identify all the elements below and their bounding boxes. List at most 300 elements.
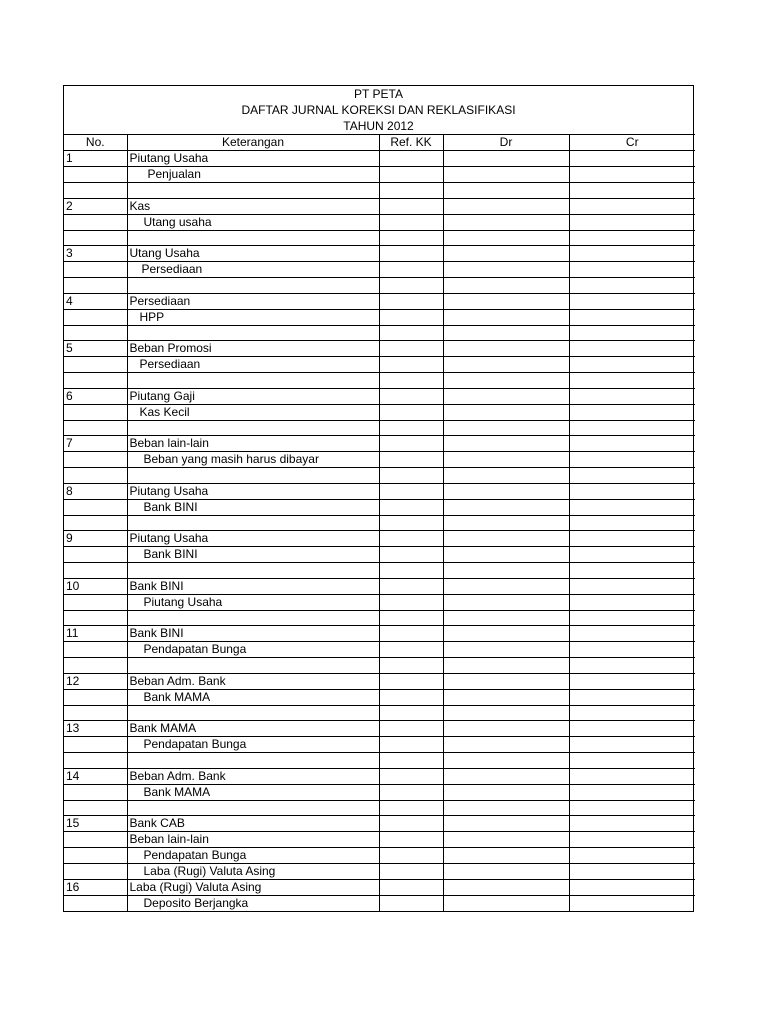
entry-number-cell: 2 xyxy=(64,198,127,214)
debit-cell xyxy=(443,183,569,199)
account-description-cell xyxy=(127,563,379,579)
ref-kk-cell xyxy=(379,198,443,214)
debit-cell xyxy=(443,610,569,626)
ref-kk-cell xyxy=(379,864,443,880)
table-header-row xyxy=(64,135,695,151)
debit-cell xyxy=(443,151,569,167)
credit-cell xyxy=(569,341,695,357)
table-row xyxy=(64,404,695,420)
ref-kk-cell xyxy=(379,737,443,753)
ref-kk-cell xyxy=(379,341,443,357)
credit-cell xyxy=(569,499,695,515)
entry-number-cell xyxy=(64,705,127,721)
ref-kk-cell xyxy=(379,816,443,832)
ref-kk-cell xyxy=(379,594,443,610)
account-description-cell: Bank CAB xyxy=(127,816,379,832)
table-row xyxy=(64,753,695,769)
table-row xyxy=(64,293,695,309)
ref-kk-cell xyxy=(379,768,443,784)
credit-cell xyxy=(569,183,695,199)
entry-number-cell: 16 xyxy=(64,880,127,896)
debit-cell xyxy=(443,594,569,610)
account-description-cell: Piutang Usaha xyxy=(127,594,379,610)
entry-number-cell xyxy=(64,594,127,610)
account-description-cell: Bank BINI xyxy=(127,626,379,642)
entry-number-cell: 12 xyxy=(64,673,127,689)
table-row xyxy=(64,563,695,579)
credit-cell xyxy=(569,880,695,896)
debit-cell xyxy=(443,499,569,515)
ref-kk-cell xyxy=(379,404,443,420)
ref-kk-cell xyxy=(379,309,443,325)
table-row xyxy=(64,262,695,278)
column-header-keterangan: Keterangan xyxy=(127,135,379,151)
entry-number-cell: 4 xyxy=(64,293,127,309)
ref-kk-cell xyxy=(379,658,443,674)
entry-number-cell xyxy=(64,468,127,484)
debit-cell xyxy=(443,768,569,784)
credit-cell xyxy=(569,832,695,848)
ref-kk-cell xyxy=(379,832,443,848)
account-description-cell: HPP xyxy=(127,309,379,325)
table-row xyxy=(64,880,695,896)
entry-number-cell xyxy=(64,753,127,769)
account-description-cell: Bank MAMA xyxy=(127,689,379,705)
credit-cell xyxy=(569,721,695,737)
credit-cell xyxy=(569,896,695,912)
ref-kk-cell xyxy=(379,753,443,769)
table-row xyxy=(64,214,695,230)
debit-cell xyxy=(443,880,569,896)
credit-cell xyxy=(569,198,695,214)
entry-number-cell xyxy=(64,420,127,436)
entry-number-cell xyxy=(64,278,127,294)
entry-number-cell xyxy=(64,357,127,373)
table-row xyxy=(64,230,695,246)
credit-cell xyxy=(569,864,695,880)
account-description-cell: Beban Adm. Bank xyxy=(127,768,379,784)
debit-cell xyxy=(443,563,569,579)
table-row xyxy=(64,151,695,167)
debit-cell xyxy=(443,642,569,658)
credit-cell xyxy=(569,800,695,816)
debit-cell xyxy=(443,816,569,832)
table-row xyxy=(64,183,695,199)
table-row xyxy=(64,388,695,404)
account-description-cell xyxy=(127,230,379,246)
ref-kk-cell xyxy=(379,896,443,912)
debit-cell xyxy=(443,404,569,420)
credit-cell xyxy=(569,563,695,579)
entry-number-cell xyxy=(64,864,127,880)
ref-kk-cell xyxy=(379,436,443,452)
company-name: PT PETA xyxy=(354,87,403,101)
account-description-cell: Bank MAMA xyxy=(127,721,379,737)
account-description-cell: Kas xyxy=(127,198,379,214)
debit-cell xyxy=(443,420,569,436)
account-description-cell xyxy=(127,658,379,674)
entry-number-cell xyxy=(64,832,127,848)
column-header-dr: Dr xyxy=(443,135,569,151)
entry-number-cell xyxy=(64,737,127,753)
debit-cell xyxy=(443,753,569,769)
table-row xyxy=(64,499,695,515)
entry-number-cell: 7 xyxy=(64,436,127,452)
credit-cell xyxy=(569,737,695,753)
table-row xyxy=(64,246,695,262)
credit-cell xyxy=(569,689,695,705)
debit-cell xyxy=(443,452,569,468)
entry-number-cell xyxy=(64,262,127,278)
debit-cell xyxy=(443,673,569,689)
table-row xyxy=(64,578,695,594)
credit-cell xyxy=(569,452,695,468)
debit-cell xyxy=(443,357,569,373)
debit-cell xyxy=(443,705,569,721)
table-row xyxy=(64,452,695,468)
account-description-cell: Penjualan xyxy=(127,167,379,183)
table-row xyxy=(64,896,695,912)
account-description-cell xyxy=(127,325,379,341)
account-description-cell xyxy=(127,515,379,531)
credit-cell xyxy=(569,578,695,594)
entry-number-cell: 11 xyxy=(64,626,127,642)
table-row xyxy=(64,784,695,800)
debit-cell xyxy=(443,198,569,214)
entry-number-cell xyxy=(64,800,127,816)
table-row xyxy=(64,167,695,183)
table-row xyxy=(64,278,695,294)
table-row xyxy=(64,673,695,689)
credit-cell xyxy=(569,278,695,294)
account-description-cell xyxy=(127,420,379,436)
account-description-cell: Pendapatan Bunga xyxy=(127,642,379,658)
ref-kk-cell xyxy=(379,515,443,531)
table-row xyxy=(64,198,695,214)
credit-cell xyxy=(569,167,695,183)
ref-kk-cell xyxy=(379,563,443,579)
table-row xyxy=(64,848,695,864)
credit-cell xyxy=(569,309,695,325)
debit-cell xyxy=(443,167,569,183)
ref-kk-cell xyxy=(379,673,443,689)
entry-number-cell xyxy=(64,547,127,563)
table-row xyxy=(64,768,695,784)
journal-sheet xyxy=(63,85,694,912)
account-description-cell: Laba (Rugi) Valuta Asing xyxy=(127,864,379,880)
account-description-cell: Beban Adm. Bank xyxy=(127,673,379,689)
debit-cell xyxy=(443,388,569,404)
document-title: DAFTAR JURNAL KOREKSI DAN REKLASIFIKASI xyxy=(241,103,516,117)
ref-kk-cell xyxy=(379,278,443,294)
debit-cell xyxy=(443,800,569,816)
ref-kk-cell xyxy=(379,626,443,642)
credit-cell xyxy=(569,357,695,373)
entry-number-cell xyxy=(64,214,127,230)
ref-kk-cell xyxy=(379,167,443,183)
account-description-cell: Piutang Gaji xyxy=(127,388,379,404)
debit-cell xyxy=(443,547,569,563)
credit-cell xyxy=(569,848,695,864)
debit-cell xyxy=(443,848,569,864)
credit-cell xyxy=(569,151,695,167)
credit-cell xyxy=(569,768,695,784)
account-description-cell: Pendapatan Bunga xyxy=(127,737,379,753)
credit-cell xyxy=(569,610,695,626)
journal-table xyxy=(64,134,695,911)
account-description-cell xyxy=(127,183,379,199)
ref-kk-cell xyxy=(379,499,443,515)
entry-number-cell: 1 xyxy=(64,151,127,167)
account-description-cell xyxy=(127,278,379,294)
ref-kk-cell xyxy=(379,214,443,230)
debit-cell xyxy=(443,531,569,547)
debit-cell xyxy=(443,278,569,294)
debit-cell xyxy=(443,896,569,912)
account-description-cell: Piutang Usaha xyxy=(127,151,379,167)
ref-kk-cell xyxy=(379,452,443,468)
ref-kk-cell xyxy=(379,357,443,373)
entry-number-cell xyxy=(64,689,127,705)
ref-kk-cell xyxy=(379,325,443,341)
account-description-cell: Bank BINI xyxy=(127,547,379,563)
account-description-cell: Piutang Usaha xyxy=(127,531,379,547)
account-description-cell: Beban yang masih harus dibayar xyxy=(127,452,379,468)
credit-cell xyxy=(569,404,695,420)
table-row xyxy=(64,610,695,626)
table-row xyxy=(64,309,695,325)
ref-kk-cell xyxy=(379,293,443,309)
account-description-cell xyxy=(127,800,379,816)
credit-cell xyxy=(569,230,695,246)
ref-kk-cell xyxy=(379,880,443,896)
debit-cell xyxy=(443,515,569,531)
ref-kk-cell xyxy=(379,800,443,816)
ref-kk-cell xyxy=(379,230,443,246)
debit-cell xyxy=(443,309,569,325)
debit-cell xyxy=(443,658,569,674)
entry-number-cell xyxy=(64,563,127,579)
ref-kk-cell xyxy=(379,388,443,404)
ref-kk-cell xyxy=(379,721,443,737)
entry-number-cell: 9 xyxy=(64,531,127,547)
account-description-cell: Bank BINI xyxy=(127,578,379,594)
table-row xyxy=(64,436,695,452)
table-row xyxy=(64,737,695,753)
debit-cell xyxy=(443,626,569,642)
journal-rows xyxy=(64,151,695,912)
ref-kk-cell xyxy=(379,373,443,389)
ref-kk-cell xyxy=(379,848,443,864)
ref-kk-cell xyxy=(379,610,443,626)
table-row xyxy=(64,515,695,531)
debit-cell xyxy=(443,483,569,499)
account-description-cell: Beban lain-lain xyxy=(127,436,379,452)
ref-kk-cell xyxy=(379,531,443,547)
entry-number-cell xyxy=(64,167,127,183)
table-row xyxy=(64,658,695,674)
ref-kk-cell xyxy=(379,705,443,721)
entry-number-cell xyxy=(64,452,127,468)
account-description-cell xyxy=(127,468,379,484)
account-description-cell: Kas Kecil xyxy=(127,404,379,420)
table-row xyxy=(64,483,695,499)
account-description-cell: Deposito Berjangka xyxy=(127,896,379,912)
table-row xyxy=(64,594,695,610)
ref-kk-cell xyxy=(379,246,443,262)
entry-number-cell: 13 xyxy=(64,721,127,737)
credit-cell xyxy=(569,531,695,547)
entry-number-cell xyxy=(64,499,127,515)
entry-number-cell xyxy=(64,642,127,658)
account-description-cell xyxy=(127,753,379,769)
debit-cell xyxy=(443,864,569,880)
credit-cell xyxy=(569,753,695,769)
account-description-cell: Bank BINI xyxy=(127,499,379,515)
entry-number-cell xyxy=(64,658,127,674)
credit-cell xyxy=(569,626,695,642)
debit-cell xyxy=(443,832,569,848)
entry-number-cell xyxy=(64,404,127,420)
debit-cell xyxy=(443,737,569,753)
ref-kk-cell xyxy=(379,642,443,658)
credit-cell xyxy=(569,214,695,230)
table-row xyxy=(64,531,695,547)
table-row xyxy=(64,642,695,658)
credit-cell xyxy=(569,262,695,278)
table-row xyxy=(64,816,695,832)
debit-cell xyxy=(443,373,569,389)
debit-cell xyxy=(443,262,569,278)
credit-cell xyxy=(569,483,695,499)
credit-cell xyxy=(569,293,695,309)
debit-cell xyxy=(443,214,569,230)
credit-cell xyxy=(569,642,695,658)
entry-number-cell: 14 xyxy=(64,768,127,784)
entry-number-cell xyxy=(64,515,127,531)
table-row xyxy=(64,373,695,389)
account-description-cell: Bank MAMA xyxy=(127,784,379,800)
debit-cell xyxy=(443,436,569,452)
debit-cell xyxy=(443,246,569,262)
entry-number-cell xyxy=(64,373,127,389)
column-header-cr: Cr xyxy=(569,135,695,151)
table-row xyxy=(64,689,695,705)
debit-cell xyxy=(443,293,569,309)
ref-kk-cell xyxy=(379,578,443,594)
entry-number-cell xyxy=(64,183,127,199)
entry-number-cell xyxy=(64,896,127,912)
account-description-cell: Persediaan xyxy=(127,293,379,309)
debit-cell xyxy=(443,784,569,800)
entry-number-cell: 3 xyxy=(64,246,127,262)
credit-cell xyxy=(569,468,695,484)
document-year: TAHUN 2012 xyxy=(343,119,414,133)
table-row xyxy=(64,420,695,436)
debit-cell xyxy=(443,325,569,341)
table-row xyxy=(64,357,695,373)
ref-kk-cell xyxy=(379,151,443,167)
credit-cell xyxy=(569,246,695,262)
credit-cell xyxy=(569,515,695,531)
column-header-no: No. xyxy=(64,135,127,151)
account-description-cell: Beban lain-lain xyxy=(127,832,379,848)
table-row xyxy=(64,721,695,737)
credit-cell xyxy=(569,594,695,610)
table-row xyxy=(64,832,695,848)
account-description-cell: Laba (Rugi) Valuta Asing xyxy=(127,880,379,896)
ref-kk-cell xyxy=(379,420,443,436)
account-description-cell: Persediaan xyxy=(127,357,379,373)
debit-cell xyxy=(443,468,569,484)
credit-cell xyxy=(569,673,695,689)
credit-cell xyxy=(569,388,695,404)
account-description-cell: Utang usaha xyxy=(127,214,379,230)
table-row xyxy=(64,626,695,642)
table-row xyxy=(64,547,695,563)
account-description-cell: Pendapatan Bunga xyxy=(127,848,379,864)
entry-number-cell xyxy=(64,610,127,626)
account-description-cell xyxy=(127,705,379,721)
table-row xyxy=(64,864,695,880)
debit-cell xyxy=(443,578,569,594)
ref-kk-cell xyxy=(379,483,443,499)
entry-number-cell: 6 xyxy=(64,388,127,404)
account-description-cell xyxy=(127,610,379,626)
credit-cell xyxy=(569,784,695,800)
account-description-cell: Beban Promosi xyxy=(127,341,379,357)
credit-cell xyxy=(569,658,695,674)
account-description-cell: Utang Usaha xyxy=(127,246,379,262)
credit-cell xyxy=(569,420,695,436)
debit-cell xyxy=(443,721,569,737)
table-row xyxy=(64,468,695,484)
entry-number-cell: 15 xyxy=(64,816,127,832)
account-description-cell xyxy=(127,373,379,389)
table-row xyxy=(64,800,695,816)
credit-cell xyxy=(569,373,695,389)
credit-cell xyxy=(569,816,695,832)
entry-number-cell xyxy=(64,325,127,341)
account-description-cell: Piutang Usaha xyxy=(127,483,379,499)
table-row xyxy=(64,325,695,341)
credit-cell xyxy=(569,705,695,721)
entry-number-cell: 8 xyxy=(64,483,127,499)
credit-cell xyxy=(569,547,695,563)
debit-cell xyxy=(443,341,569,357)
entry-number-cell xyxy=(64,848,127,864)
debit-cell xyxy=(443,230,569,246)
entry-number-cell: 10 xyxy=(64,578,127,594)
ref-kk-cell xyxy=(379,262,443,278)
entry-number-cell: 5 xyxy=(64,341,127,357)
entry-number-cell xyxy=(64,784,127,800)
ref-kk-cell xyxy=(379,183,443,199)
column-header-ref: Ref. KK xyxy=(379,135,443,151)
ref-kk-cell xyxy=(379,468,443,484)
ref-kk-cell xyxy=(379,784,443,800)
credit-cell xyxy=(569,436,695,452)
credit-cell xyxy=(569,325,695,341)
table-row xyxy=(64,341,695,357)
entry-number-cell xyxy=(64,230,127,246)
ref-kk-cell xyxy=(379,689,443,705)
debit-cell xyxy=(443,689,569,705)
ref-kk-cell xyxy=(379,547,443,563)
account-description-cell: Persediaan xyxy=(127,262,379,278)
entry-number-cell xyxy=(64,309,127,325)
table-row xyxy=(64,705,695,721)
